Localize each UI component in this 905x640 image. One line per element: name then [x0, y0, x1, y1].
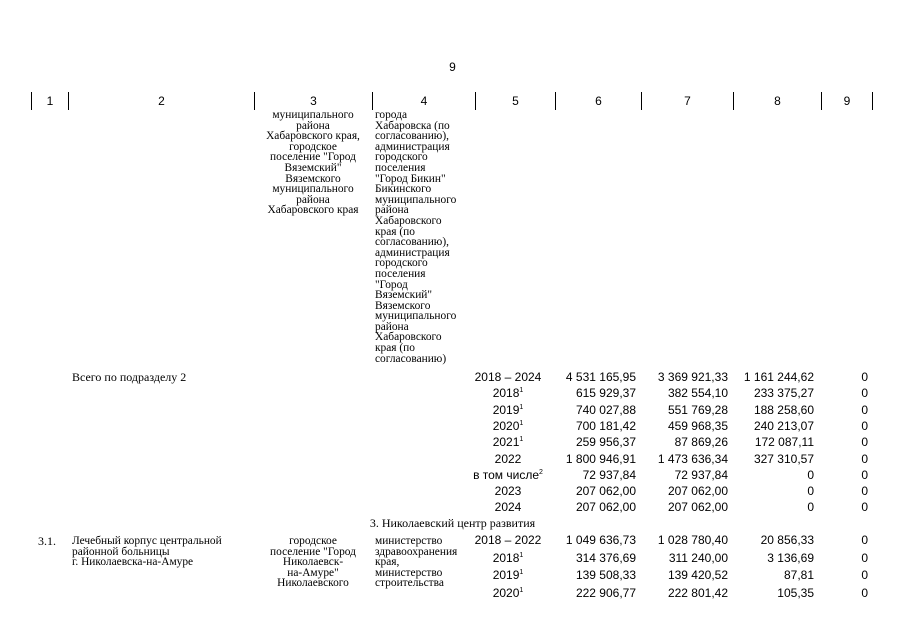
executor-line: администрация	[375, 140, 450, 153]
item-footnote-mark: 1	[519, 551, 524, 559]
subtotal-regional-budget: 382 554,10	[667, 386, 728, 401]
item-regional-budget: 1 028 780,40	[657, 533, 728, 547]
executor-line: городского	[375, 257, 428, 270]
item-executor-line: края,	[375, 556, 400, 569]
subtotal-footnote-mark: 1	[519, 387, 524, 395]
subtotal-regional-budget: 207 062,00	[667, 484, 728, 499]
item-total: 314 376,69	[575, 550, 636, 565]
subtotal-period: 2024	[494, 500, 522, 515]
header-col-3: 3	[254, 92, 372, 110]
executor-line: края (по	[375, 225, 415, 238]
executor-line: Хабаровска (по	[375, 119, 450, 132]
item-total: 139 508,33	[575, 568, 636, 582]
top-municipality-text	[254, 110, 372, 216]
executor-line: согласованию),	[375, 130, 449, 143]
municipality-line: Хабаровского края	[267, 204, 359, 217]
executor-line: поселения	[375, 161, 426, 174]
item-local-budget: 3 136,69	[767, 550, 814, 565]
item-period: 2018 – 2022	[474, 533, 542, 547]
item-other: 0	[861, 585, 868, 600]
header-col-1: 1	[31, 92, 68, 110]
item-period: 2020$^1$	[492, 585, 524, 600]
item-name-line: районной больницы	[72, 545, 170, 558]
municipality-line: Хабаровского края,	[266, 130, 360, 143]
item-total: 222 906,77	[575, 585, 636, 600]
subtotal-other: 0	[861, 467, 868, 482]
subtotal-footnote-mark: 1	[519, 419, 524, 427]
item-other: 0	[861, 533, 868, 547]
header-col-6: 6	[555, 92, 641, 110]
item-period: 2018$^1$	[492, 550, 524, 565]
municipality-line: района	[296, 119, 330, 132]
subtotal-regional-budget: 459 968,35	[667, 418, 728, 433]
item-executor-line: строительства	[375, 577, 444, 590]
subtotal-other: 0	[861, 435, 868, 450]
top-executor-text	[375, 110, 475, 364]
subtotal-period: 2023	[494, 484, 522, 499]
subtotal-local-budget: 0	[807, 484, 814, 499]
subtotal-local-budget: 240 213,07	[753, 418, 814, 433]
item-total: 1 049 636,73	[565, 533, 636, 547]
item-municipality-line: на-Амуре"	[287, 566, 339, 579]
executor-line: Бикинского	[375, 183, 432, 196]
header-col-8: 8	[733, 92, 821, 110]
subtotal-period: 2019$^1$	[492, 402, 524, 417]
subtotal-other: 0	[861, 386, 868, 401]
executor-line: района	[375, 320, 409, 333]
subtotal-total: 4 531 165,95	[565, 370, 636, 384]
subtotal-other: 0	[861, 484, 868, 499]
subtotal-regional-budget: 551 769,28	[667, 402, 728, 417]
executor-line: администрация	[375, 246, 450, 259]
subtotal-regional-budget: 207 062,00	[667, 500, 728, 515]
subtotal-regional-budget: 87 869,26	[674, 435, 728, 450]
page-number: 9	[449, 60, 456, 74]
subtotal-total: 207 062,00	[575, 500, 636, 515]
subtotal-period: 2020$^1$	[492, 418, 524, 433]
subtotal-other: 0	[861, 402, 868, 417]
item-executor-line: министерство	[375, 566, 443, 579]
header-col-9: 9	[821, 92, 873, 110]
municipality-line: района	[296, 193, 330, 206]
executor-line: согласованию),	[375, 236, 449, 249]
subtotal-regional-budget: 72 937,84	[674, 467, 728, 482]
subtotal-period: в том числе$^2$	[473, 467, 543, 482]
subtotal-regional-budget: 3 369 921,33	[657, 370, 728, 384]
subtotal-total: 207 062,00	[575, 484, 636, 499]
subtotal-other: 0	[861, 500, 868, 515]
subtotal-footnote-mark: 1	[519, 403, 524, 411]
executor-line: "Город Бикин"	[375, 172, 446, 185]
municipality-line: поселение "Город	[270, 151, 356, 164]
executor-line: района	[375, 204, 409, 217]
municipality-line: Вяземского	[285, 172, 341, 185]
subtotal-period: 2018 – 2024	[474, 370, 542, 384]
municipality-line: муниципального	[272, 183, 354, 196]
executor-line: поселения	[375, 267, 426, 280]
subtotal-total: 740 027,88	[575, 402, 636, 417]
item-name	[72, 536, 257, 568]
subtotal-local-budget: 1 161 244,62	[743, 370, 814, 384]
item-local-budget: 87,81	[783, 568, 814, 582]
item-executor-line: министерство	[375, 535, 443, 547]
municipality-line: Вяземский"	[284, 161, 342, 174]
subtotal-period: 2022	[494, 451, 522, 466]
municipality-line: муниципального	[272, 109, 354, 121]
item-municipality-line: поселение "Город	[270, 545, 356, 558]
item-local-budget: 105,35	[777, 585, 814, 600]
subtotal-local-budget: 0	[807, 500, 814, 515]
header-col-7: 7	[641, 92, 733, 110]
municipality-line: городское	[289, 140, 337, 153]
subtotal-regional-budget: 1 473 636,34	[657, 451, 728, 466]
executor-line: муниципального	[375, 193, 457, 206]
header-col-4: 4	[372, 92, 475, 110]
subtotal-other: 0	[861, 451, 868, 466]
item-executor-text	[375, 536, 475, 589]
subtotal-local-budget: 327 310,57	[753, 451, 814, 466]
item-name-line: г. Николаевска-на-Амуре	[72, 556, 194, 569]
item-executor-line: здравоохранения	[375, 545, 458, 558]
item-other: 0	[861, 550, 868, 565]
executor-line: "Город	[375, 278, 408, 291]
subtotal-local-budget: 0	[807, 467, 814, 482]
executor-line: Вяземского	[375, 299, 431, 312]
item-number: 3.1.	[38, 534, 56, 548]
item-municipality-line: Николаевск-	[282, 556, 344, 569]
subtotal-total: 72 937,84	[582, 467, 636, 482]
item-municipality-line: Николаевского	[277, 577, 349, 590]
subtotal-footnote-mark: 2	[539, 468, 543, 476]
item-local-budget: 20 856,33	[760, 533, 814, 547]
subtotal-total: 1 800 946,91	[565, 451, 636, 466]
subtotal-total: 615 929,37	[575, 386, 636, 401]
subtotal-total: 259 956,37	[575, 435, 636, 450]
item-municipality-text	[254, 536, 372, 589]
item-municipality-line: городское	[289, 535, 337, 547]
executor-line: края (по	[375, 342, 415, 355]
subtotal-period: 2018$^1$	[492, 386, 524, 401]
subtotal-other: 0	[861, 370, 868, 384]
item-period: 2019$^1$	[492, 568, 524, 582]
header-col-5: 5	[475, 92, 555, 110]
item-footnote-mark: 1	[519, 569, 524, 576]
item-regional-budget: 222 801,42	[667, 585, 728, 600]
subtotal-local-budget: 233 375,27	[753, 386, 814, 401]
executor-line: согласованию)	[375, 352, 447, 365]
item-regional-budget: 139 420,52	[667, 568, 728, 582]
subtotal-footnote-mark: 1	[519, 436, 524, 444]
executor-line: города	[375, 109, 407, 121]
item-other: 0	[861, 568, 868, 582]
section-title: 3. Николаевский центр развития	[369, 516, 536, 530]
subtotal-local-budget: 188 258,60	[753, 402, 814, 417]
executor-line: Хабаровского	[375, 214, 442, 227]
subtotal-label: Всего по подразделу 2	[72, 370, 187, 384]
executor-line: муниципального	[375, 310, 457, 323]
executor-line: городского	[375, 151, 428, 164]
subtotal-other: 0	[861, 418, 868, 433]
subtotal-local-budget: 172 087,11	[754, 435, 814, 450]
item-footnote-mark: 1	[519, 586, 524, 594]
executor-line: Вяземский"	[375, 289, 433, 302]
subtotal-period: 2021$^1$	[492, 435, 524, 450]
subtotal-total: 700 181,42	[575, 418, 636, 433]
executor-line: Хабаровского	[375, 331, 442, 344]
header-col-2: 2	[68, 92, 254, 110]
item-regional-budget: 311 240,00	[668, 550, 728, 565]
item-name-line: Лечебный корпус центральной	[72, 535, 222, 547]
